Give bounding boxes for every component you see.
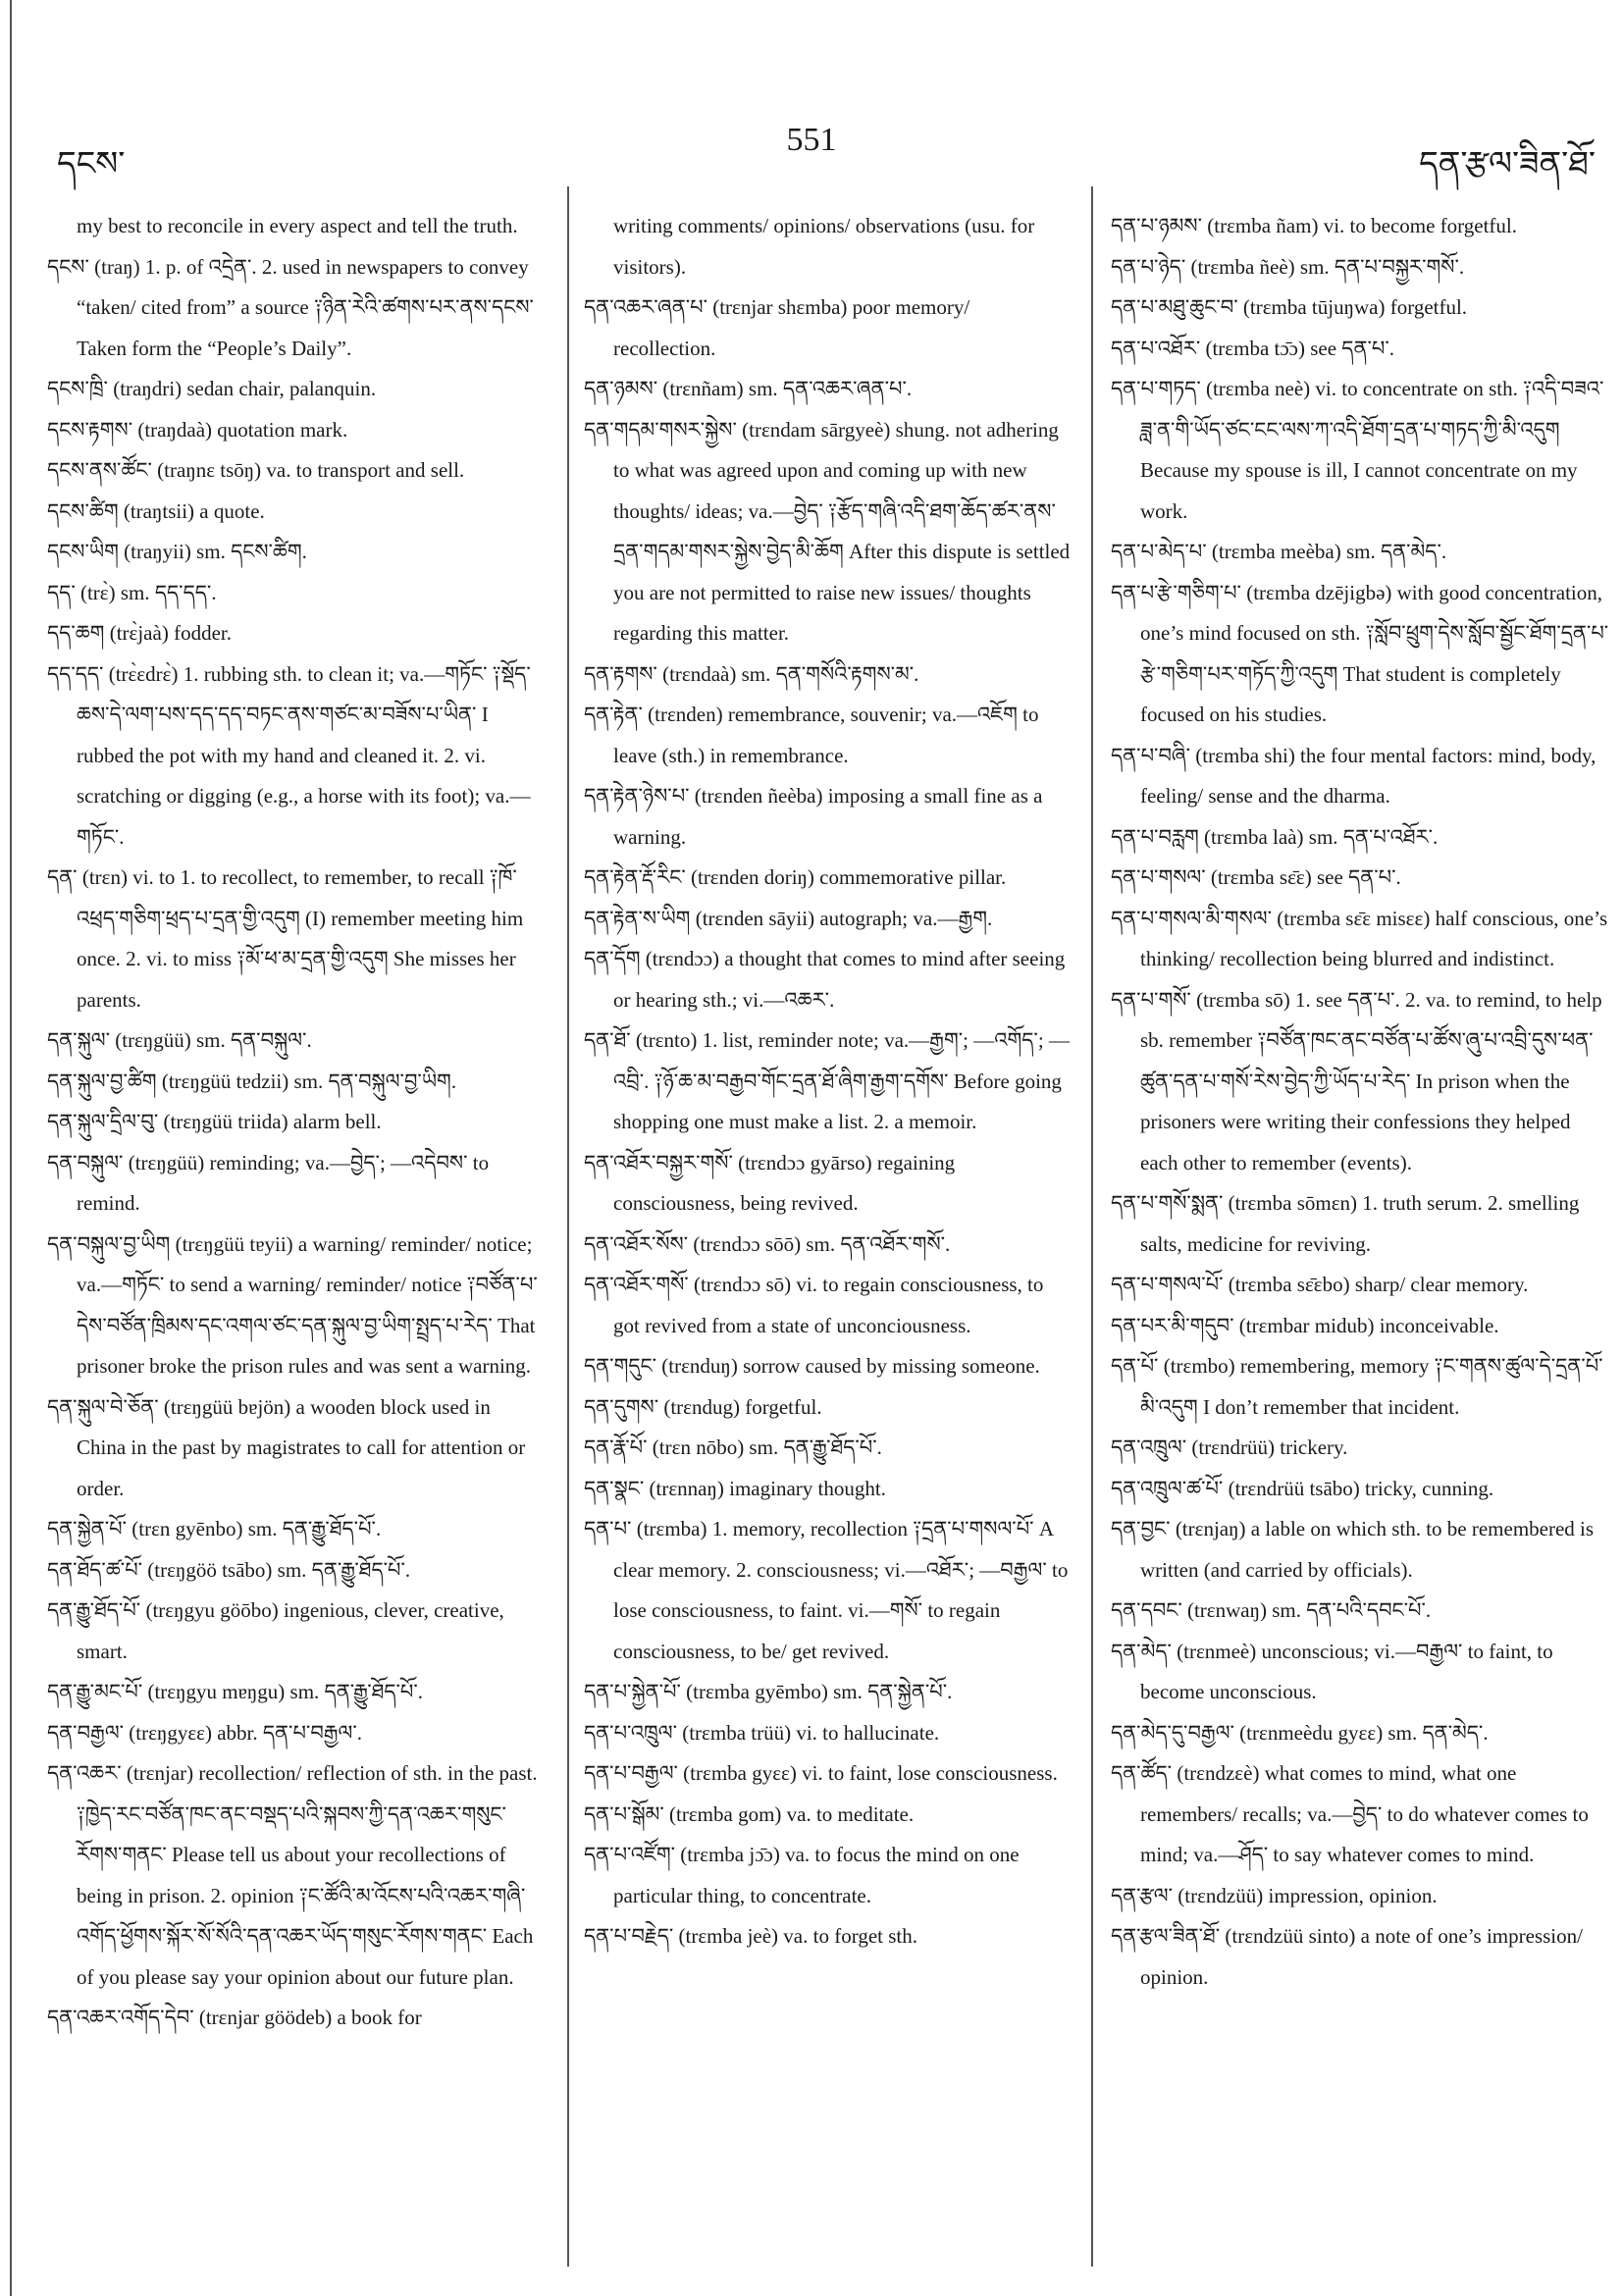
dictionary-entry: དན་འཐོར་བསྐྱར་གསོ་ (trɛndɔɔ gyārso) regaining consciousness, being revived.: [584, 1150, 956, 1215]
dictionary-entry: དན་པ་འཛོག་ (trɛmba jɔ̄ɔ) va. to focus the mind on one particular thing, to concentrate.: [584, 1843, 1020, 1907]
dictionary-entry: དན་རྟེན་ (trɛnden) remembrance, souvenir; va.—འཇོག to leave (sth.) in remembrance.: [584, 703, 1039, 767]
dictionary-entry: དན་དོག (trɛndɔɔ) a thought that comes to mind after seeing or hearing sth.; vi.—འཆར་.: [584, 947, 1066, 1012]
entry-continuation: writing comments/ opinions/ observations (usu. for visitors).: [613, 214, 1035, 279]
dictionary-entry: དན་བྱང་ (trɛnjaŋ) a lable on which sth. to be remembered is written (and carried by officials).: [1111, 1517, 1595, 1582]
dictionary-entry: དངས་ཡིག (traŋyii) sm. དངས་ཚིག.: [47, 540, 307, 563]
dictionary-entry: དན་པ་གསལ་ (trɛmba sɛ̄ɛ) see དན་པ་.: [1111, 865, 1401, 889]
dictionary-column-2: [584, 206, 1074, 1957]
dictionary-entry: དན་པོ་ (trɛmbo) remembering, memory ༑ང་གནས་ཚུལ་དེ་དྲན་པོ་མི་འདུག I don’t remember that incident.: [1111, 1354, 1603, 1419]
dictionary-entry: དན་རྟེན་ཉེས་པ་ (trɛnden ñeèba) imposing a small fine as a warning.: [584, 784, 1043, 849]
header-left-headword: དངས་: [57, 146, 126, 183]
dictionary-entry: དན་པ་བརྗེད་ (trɛmba jeè) va. to forget sth.: [584, 1924, 917, 1948]
dictionary-entry: དན་འཐོར་སོས་ (trɛndɔɔ sōō) sm. དན་འཐོར་གསོ་.: [584, 1231, 951, 1256]
dictionary-entry: དན་པར་མི་གདུབ་ (trɛmbar midub) inconceivable.: [1111, 1313, 1499, 1337]
dictionary-entry: དན་སྐུལ་དྲིལ་བུ་ (trɛŋgüü triida) alarm bell.: [47, 1110, 382, 1133]
dictionary-entry: དན་པ་བརླག (trɛmba laà) sm. དན་པ་འཐོར་.: [1111, 824, 1439, 849]
dictionary-entry: དན་རྩལ་ (trɛndzüü) impression, opinion.: [1111, 1883, 1438, 1907]
dictionary-entry: དན་སྐྱེན་པོ་ (trɛn gyēnbo) sm. དན་རྒྱུ་ཐོད་པོ་.: [47, 1517, 382, 1540]
dictionary-column-1: [47, 206, 538, 2039]
dictionary-entry: དན་པ་གསོ་སྨན་ (trɛmba sōmɛn) 1. truth serum. 2. smelling salts, medicine for reviving.: [1111, 1191, 1580, 1256]
dictionary-column-3: [1111, 206, 1611, 1998]
dictionary-entry: དན་མེད་དུ་བརྒྱལ་ (trɛnmeèdu gyɛɛ) sm. དན་མེད་.: [1111, 1720, 1489, 1745]
dictionary-entry: དན་རྒྱུ་མང་པོ་ (trɛŋgyu mɐŋgu) sm. དན་རྒྱུ་ཐོད་པོ་.: [47, 1680, 424, 1703]
dictionary-entry: དན་སྐུལ་ (trɛŋgüü) sm. དན་བསྐུལ་.: [47, 1028, 312, 1052]
dictionary-entry: དན་འཆར་འགོད་དེབ་ (trɛnjar göödeb) a book for: [47, 2006, 422, 2029]
dictionary-entry: དད་དད་ (trɛ̀ɛdrɛ̀) 1. rubbing sth. to clean it; va.—གཏོང་ ༑སྡོད་ཆས་དེ་ལག་པས་དད་དད་བཏང་ནས་གཙང་མ་བཟོས་པ་ཡིན་ I rubbed the pot with my hand and cleaned it. 2. vi. scratching or digging (e.g., a horse with its foot); va.—གཏོང་.: [47, 661, 531, 849]
dictionary-entry: དན་པ་བཞི་ (trɛmba shi) the four mental factors: mind, body, feeling/ sense and the dharma.: [1111, 743, 1597, 808]
left-margin-rule: [10, 0, 12, 2296]
dictionary-entry: དན་དབང་ (trɛnwaŋ) sm. དན་པའི་དབང་པོ་.: [1111, 1598, 1432, 1622]
dictionary-entry: དན་འཆར་ (trɛnjar) recollection/ reflection of sth. in the past. ༑ཁྱེད་རང་བཙོན་ཁང་ནང་བསྡད་པའི་སྐབས་ཀྱི་དན་འཆར་གསུང་རོགས་གནང་ Please tell us about your recollections of being in prison. 2. opinion ༑ང་ཚོའི་མ་འོངས་པའི་འཆར་གཞི་འགོད་ཕྱོགས་སྐོར་སོ་སོའི་དན་འཆར་ཡོད་གསུང་རོགས་གནང་ Each of you please say your opinion about our future plan.: [47, 1761, 538, 1989]
dictionary-entry: དན་པ་འཐོར་ (trɛmba tɔ̄ɔ) see དན་པ་.: [1111, 336, 1394, 360]
dictionary-entry: དན་པ་ (trɛmba) 1. memory, recollection ༑དྲན་པ་གསལ་པོ་ A clear memory. 2. consciousness; vi.—འཐོར་; —བརྒྱལ་ to lose consciousness, to faint. vi.—གསོ་ to regain consciousness, to be/ get revived.: [584, 1517, 1069, 1663]
entry-continuation: my best to reconcile in every aspect and tell the truth.: [77, 214, 518, 237]
dictionary-entry: དན་པ་སྐྱེན་པོ་ (trɛmba gyēmbo) sm. དན་སྐྱེན་པོ་.: [584, 1680, 953, 1703]
dictionary-entry: དན་པ་བརྒྱལ་ (trɛmba gyɛɛ) vi. to faint, lose consciousness.: [584, 1761, 1058, 1785]
dictionary-entry: དན་དུགས་ (trɛndug) forgetful.: [584, 1394, 822, 1419]
dictionary-entry: དན་འཁྲུལ་ཚ་པོ་ (trɛndrüü tsābo) tricky, cunning.: [1111, 1476, 1494, 1500]
dictionary-entry: དན་ (trɛn) vi. to 1. to recollect, to remember, to recall ༑ཁོ་འཕྲད་གཅིག་ཕྲད་པ་དྲན་གྱི་འདུག (I) remember meeting him once. 2. vi. to miss ༑མོ་ཕ་མ་དྲན་གྱི་འདུག She misses her parents.: [47, 865, 524, 1012]
column-rule-2: [1091, 186, 1093, 2267]
dictionary-entry: དན་འཐོར་གསོ་ (trɛndɔɔ sō) vi. to regain consciousness, to got revived from a state of unconciousness.: [584, 1273, 1044, 1337]
dictionary-entry: དན་བརྒྱལ་ (trɛŋgyɛɛ) abbr. དན་པ་བརྒྱལ་.: [47, 1720, 363, 1745]
dictionary-entry: དན་བསྐུལ་ (trɛŋgüü) reminding; va.—བྱེད་; —འདེབས་ to remind.: [47, 1150, 490, 1215]
dictionary-entry: དན་པ་གསལ་པོ་ (trɛmba sɛ̄ɛbo) sharp/ clear memory.: [1111, 1273, 1529, 1296]
dictionary-entry: དངས་ (traŋ) 1. p. of འདྲེན་. 2. used in newspapers to convey “taken/ cited from” a source ༑ཉིན་རེའི་ཚགས་པར་ནས་དངས་ Taken form the “People’s Daily”.: [47, 254, 534, 360]
dictionary-entry: དན་གདམ་གསར་སྐྱེས་ (trɛndam sārgyeè) shung. not adhering to what was agreed upon and coming up with new thoughts/ ideas; va.—བྱེད་ ༑རྩོད་གཞི་འདི་ཐག་ཆོད་ཚར་ནས་དྲན་གདམ་གསར་སྐྱེས་བྱེད་མི་ཆོག After this dispute is settled you are not permitted to raise new issues/ thoughts regarding this matter.: [584, 417, 1071, 645]
dictionary-entry: དན་ཉམས་ (trɛnñam) sm. དན་འཆར་ཞན་པ་.: [584, 377, 913, 400]
dictionary-entry: དན་ཐོ་ (trɛnto) 1. list, reminder note; va.—རྒྱག་; —འགོད་; —འབྲི་. ༑ཉོ་ཆ་མ་བརྒྱབ་གོང་དྲན་ཐོ་ཞིག་རྒྱག་དགོས་ Before going shopping one must make a list. 2. a memoir.: [584, 1028, 1070, 1133]
header-right-headword: དན་རྩལ་ཟིན་ཐོ་: [1419, 146, 1596, 183]
dictionary-entry: དན་མེད་ (trɛnmeè) unconscious; vi.—བརྒྱལ་ to faint, to become unconscious.: [1111, 1639, 1553, 1703]
dictionary-entry: དན་རྣོ་པོ་ (trɛn nōbo) sm. དན་རྒྱུ་ཐོད་པོ་.: [584, 1435, 882, 1459]
dictionary-entry: དན་པ་གསལ་མི་གསལ་ (trɛmba sɛ̄ɛ misɛɛ) half conscious, one’s thinking/ recollection being blurred and indistinct.: [1111, 906, 1608, 970]
dictionary-entry: དན་པ་གསོ་ (trɛmba sō) 1. see དན་པ་. 2. va. to remind, to help sb. remember ༑བཙོན་ཁང་ནང་བཙོན་པ་ཚོས་ཞུ་པ་འབྲི་དུས་ཕན་ཚུན་དན་པ་གསོ་རེས་བྱེད་ཀྱི་ཡོད་པ་རེད་ In prison when the prisoners were writing their confessions they helped each other to remember (events).: [1111, 987, 1602, 1174]
dictionary-entry: དན་རྟགས་ (trɛndaà) sm. དན་གསོའི་རྟགས་མ་.: [584, 661, 919, 686]
dictionary-entry: དན་སྣང་ (trɛnnaŋ) imaginary thought.: [584, 1476, 886, 1500]
dictionary-entry: དན་སྐུལ་བྱ་ཚིག (trɛŋgüü tɐdzii) sm. དན་བསྐུལ་བྱ་ཡིག.: [47, 1069, 457, 1093]
page-number: 551: [786, 122, 837, 158]
dictionary-entry: དན་རྩལ་ཟིན་ཐོ་ (trɛndzüü sinto) a note of one’s impression/ opinion.: [1111, 1924, 1583, 1989]
dictionary-entry: དན་པ་མེད་པ་ (trɛmba meèba) sm. དན་མེད་.: [1111, 540, 1447, 563]
dictionary-entry: དན་བསྐུལ་བྱ་ཡིག (trɛŋgüü tɐyii) a warning/ reminder/ notice; va.—གཏོང་ to send a warning/ reminder/ notice ༑བཙོན་པ་དེས་བཙོན་ཁྲིམས་དང་འགལ་ཙང་དན་སྐུལ་བྱ་ཡིག་སྤྲད་པ་རེད་ That prisoner broke the prison rules and was sent a warning.: [47, 1231, 538, 1378]
dictionary-entry: དད་ཆག (trɛ̀jaà) fodder.: [47, 621, 232, 645]
dictionary-entry: དན་ཐོད་ཚ་པོ་ (trɛŋgöö tsābo) sm. དན་རྒྱུ་ཐོད་པོ་.: [47, 1557, 411, 1582]
dictionary-entry: དན་པ་སྒོམ་ (trɛmba gom) va. to meditate.: [584, 1801, 915, 1826]
dictionary-entry: དན་རྟེན་ས་ཡིག (trɛnden sāyii) autograph; va.—རྒྱག.: [584, 906, 993, 930]
dictionary-entry: དན་ཚོད་ (trɛndzɛè) what comes to mind, what one remembers/ recalls; va.—བྱེད་ to do whatever comes to mind; va.—ཤོད་ to say whatever comes to mind.: [1111, 1761, 1589, 1866]
dictionary-entry: དན་པ་རྩེ་གཅིག་པ་ (trɛmba dzējigbə) with good concentration, one’s mind focused on sth. ༑སློབ་ཕྲུག་དེས་སློབ་སྦྱོང་ཐོག་དྲན་པ་རྩེ་གཅིག་པར་གཏོད་ཀྱི་འདུག That student is completely focused on his studies.: [1111, 580, 1609, 726]
dictionary-entry: དན་པ་མཐུ་ཆུང་བ་ (trɛmba tūjuŋwa) forgetful.: [1111, 295, 1468, 319]
dictionary-entry: དན་འཁྲུལ་ (trɛndrüü) trickery.: [1111, 1435, 1348, 1459]
dictionary-entry: དན་པ་འཁྲུལ་ (trɛmba trüü) vi. to hallucinate.: [584, 1720, 940, 1745]
dictionary-entry: དན་འཆར་ཞན་པ་ (trɛnjar shɛmba) poor memory/ recollection.: [584, 295, 970, 360]
dictionary-entry: དན་པ་ཉེད་ (trɛmba ñeè) sm. དན་པ་བསྐྱར་གསོ་.: [1111, 254, 1465, 279]
dictionary-entry: དངས་ཁྲི་ (traŋdri) sedan chair, palanquin.: [47, 377, 377, 400]
dictionary-entry: དན་པ་ཉམས་ (trɛmba ñam) vi. to become forgetful.: [1111, 214, 1518, 237]
dictionary-entry: དངས་ཚིག (traŋtsii) a quote.: [47, 498, 265, 523]
dictionary-entry: དད་ (trɛ̀) sm. དད་དད་.: [47, 580, 217, 604]
dictionary-entry: དངས་ནས་ཚོང་ (traŋnɛ tsōŋ) va. to transport and sell.: [47, 458, 465, 482]
dictionary-entry: དན་པ་གཏད་ (trɛmba neè) vi. to concentrate on sth. ༑འདི་བཟའ་ཟླ་ན་གི་ཡོད་ཙང་ངང་ལས་ཀ་འདི་ཐོག་དྲན་པ་གཏད་ཀྱི་མི་འདུག Because my spouse is ill, I cannot concentrate on my work.: [1111, 377, 1604, 523]
dictionary-entry: དན་རྟེན་རྡོ་རིང་ (trɛnden doriŋ) commemorative pillar.: [584, 865, 1007, 889]
dictionary-entry: དངས་རྟགས་ (traŋdaà) quotation mark.: [47, 417, 348, 442]
dictionary-entry: དན་རྒྱུ་ཐོད་པོ་ (trɛŋgyu göōbo) ingenious, clever, creative, smart.: [47, 1598, 504, 1663]
column-rule-1: [567, 186, 569, 2267]
dictionary-entry: དན་གདུང་ (trɛnduŋ) sorrow caused by missing someone.: [584, 1354, 1040, 1378]
dictionary-entry: དན་སྐུལ་བེ་ཅོན་ (trɛŋgüü bɐjön) a wooden block used in China in the past by magistrates to call for attention or order.: [47, 1394, 526, 1500]
